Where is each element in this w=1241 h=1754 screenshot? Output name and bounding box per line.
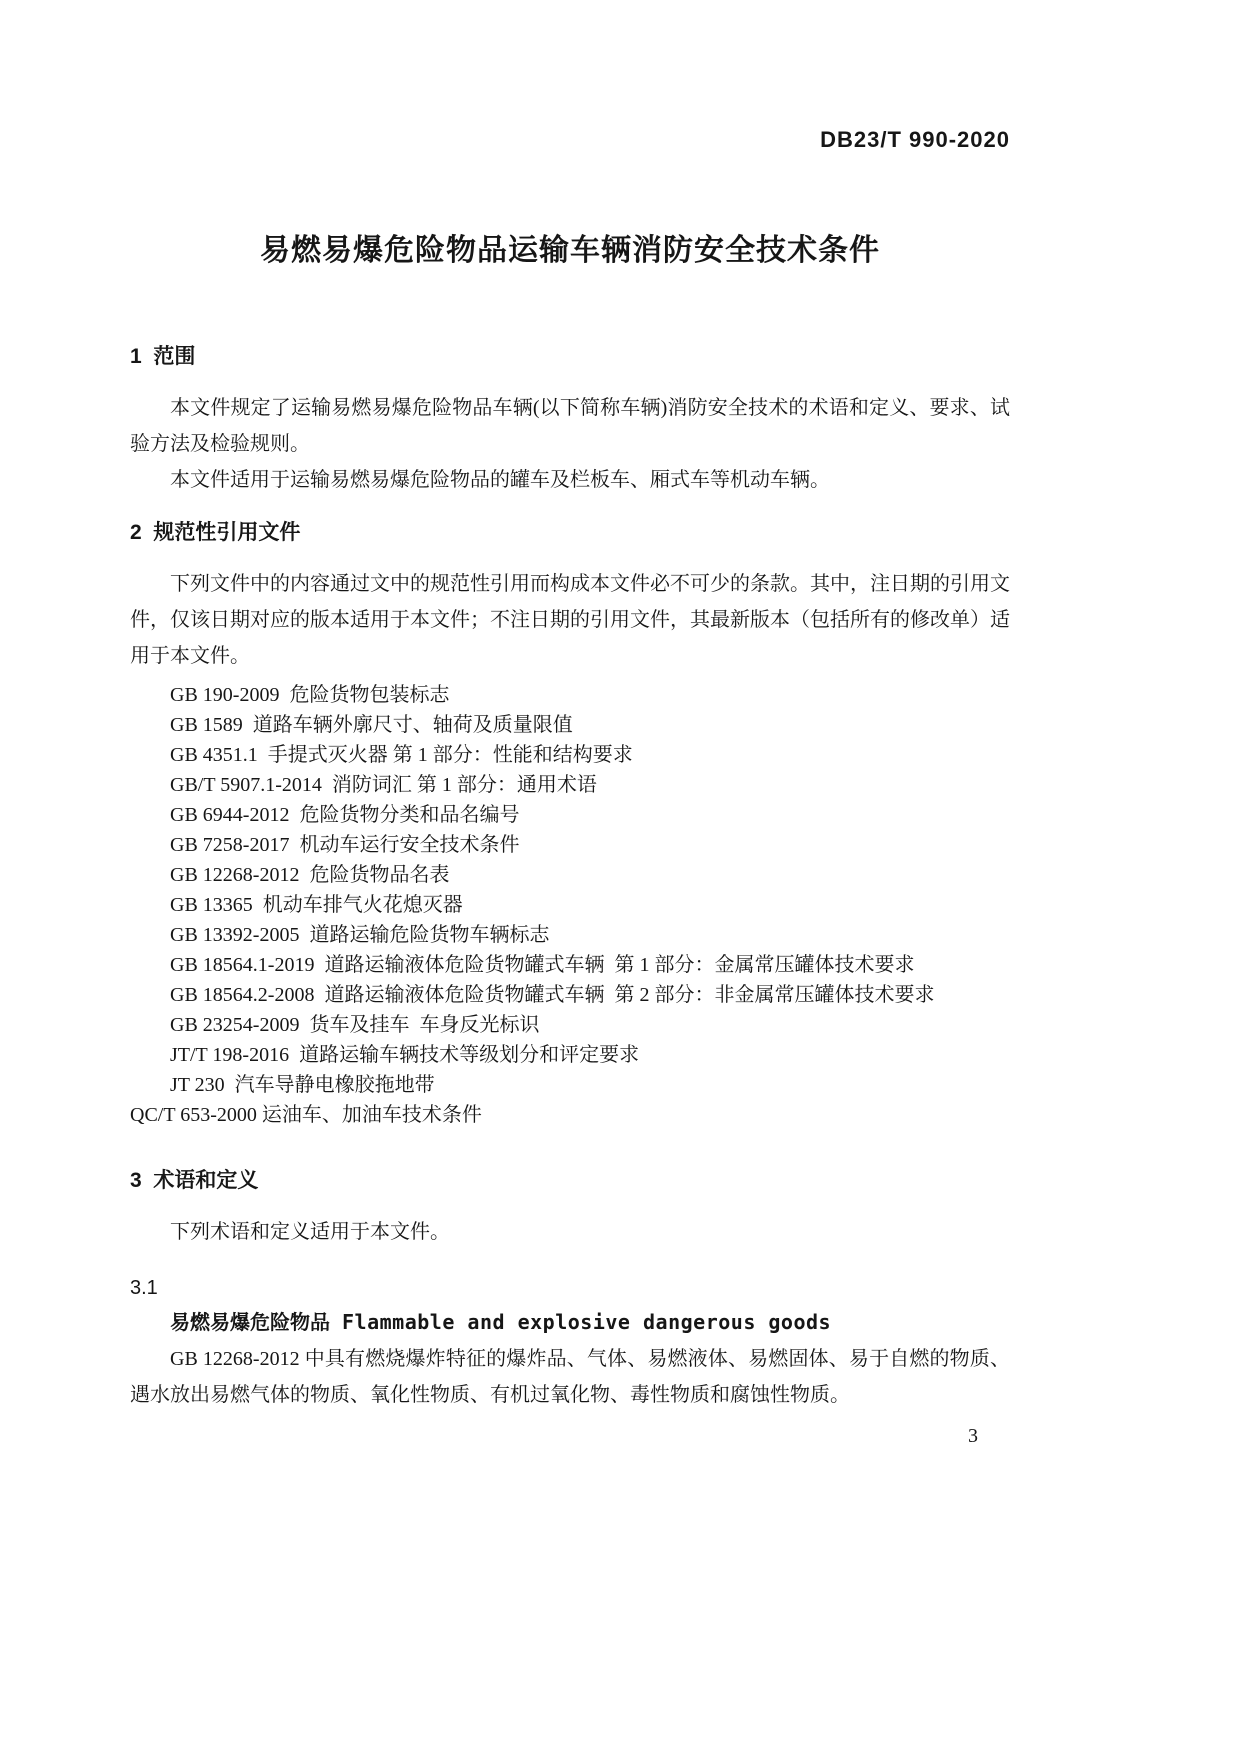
page-number: 3	[968, 1425, 978, 1447]
term-title	[130, 1308, 1010, 1337]
terms-intro: 下列术语和定义适用于本文件。	[170, 1221, 450, 1243]
reference-item: GB 4351.1 手提式灭火器 第 1 部分：性能和结构要求	[170, 744, 633, 766]
section-2-heading: 2 规范性引用文件	[130, 521, 301, 544]
reference-item: GB 23254-2009 货车及挂车 车身反光标识	[170, 1014, 540, 1036]
reference-item: QC/T 653-2000 运油车、加油车技术条件	[130, 1104, 482, 1126]
reference-item: GB 13392-2005 道路运输危险货物车辆标志	[170, 924, 550, 946]
reference-item: JT/T 198-2016 道路运输车辆技术等级划分和评定要求	[170, 1044, 640, 1066]
term-name-en: Flammable and explosive dangerous goods	[342, 1310, 832, 1334]
section-1-heading: 1 范围	[130, 345, 196, 368]
reference-item: GB 7258-2017 机动车运行安全技术条件	[170, 834, 520, 856]
scope-paragraph-2: 本文件适用于运输易燃易爆危险物品的罐车及栏板车、厢式车等机动车辆。	[170, 469, 830, 491]
reference-item: JT 230 汽车导静电橡胶拖地带	[170, 1074, 435, 1096]
doc-number: DB23/T 990-2020	[820, 127, 1010, 152]
reference-item: GB 1589 道路车辆外廓尺寸、轴荷及质量限值	[170, 714, 573, 736]
scope-paragraph-1: 本文件规定了运输易燃易爆危险物品车辆(以下简称车辆)消防安全技术的术语和定义、要求、试验方法及检验规则。	[130, 397, 1010, 455]
references-list	[130, 680, 1010, 1130]
reference-item: GB 12268-2012 危险货物品名表	[170, 864, 450, 886]
reference-item: GB 18564.1-2019 道路运输液体危险货物罐式车辆 第 1 部分：金属常压罐体技术要求	[170, 954, 915, 976]
term-name-zh: 易燃易爆危险物品	[170, 1312, 330, 1334]
reference-item: GB 18564.2-2008 道路运输液体危险货物罐式车辆 第 2 部分：非金属常压罐体技术要求	[170, 984, 935, 1006]
reference-item: GB/T 5907.1-2014 消防词汇 第 1 部分：通用术语	[170, 774, 597, 796]
term-definition: GB 12268-2012 中具有燃烧爆炸特征的爆炸品、气体、易燃液体、易燃固体、易于自燃的物质、遇水放出易燃气体的物质、氧化性物质、有机过氧化物、毒性物质和腐蚀性物质。	[130, 1348, 1010, 1406]
section-3-heading: 3 术语和定义	[130, 1169, 259, 1192]
doc-title: 易燃易爆危险物品运输车辆消防安全技术条件	[260, 234, 880, 267]
reference-item: GB 6944-2012 危险货物分类和品名编号	[170, 804, 520, 826]
reference-item: GB 190-2009 危险货物包装标志	[170, 684, 450, 706]
references-intro: 下列文件中的内容通过文中的规范性引用而构成本文件必不可少的条款。其中，注日期的引用文件，仅该日期对应的版本适用于本文件；不注日期的引用文件，其最新版本（包括所有的修改单）适用于本文件。	[130, 573, 1010, 667]
reference-item: GB 13365 机动车排气火花熄灭器	[170, 894, 463, 916]
term-number: 3.1	[130, 1277, 158, 1299]
